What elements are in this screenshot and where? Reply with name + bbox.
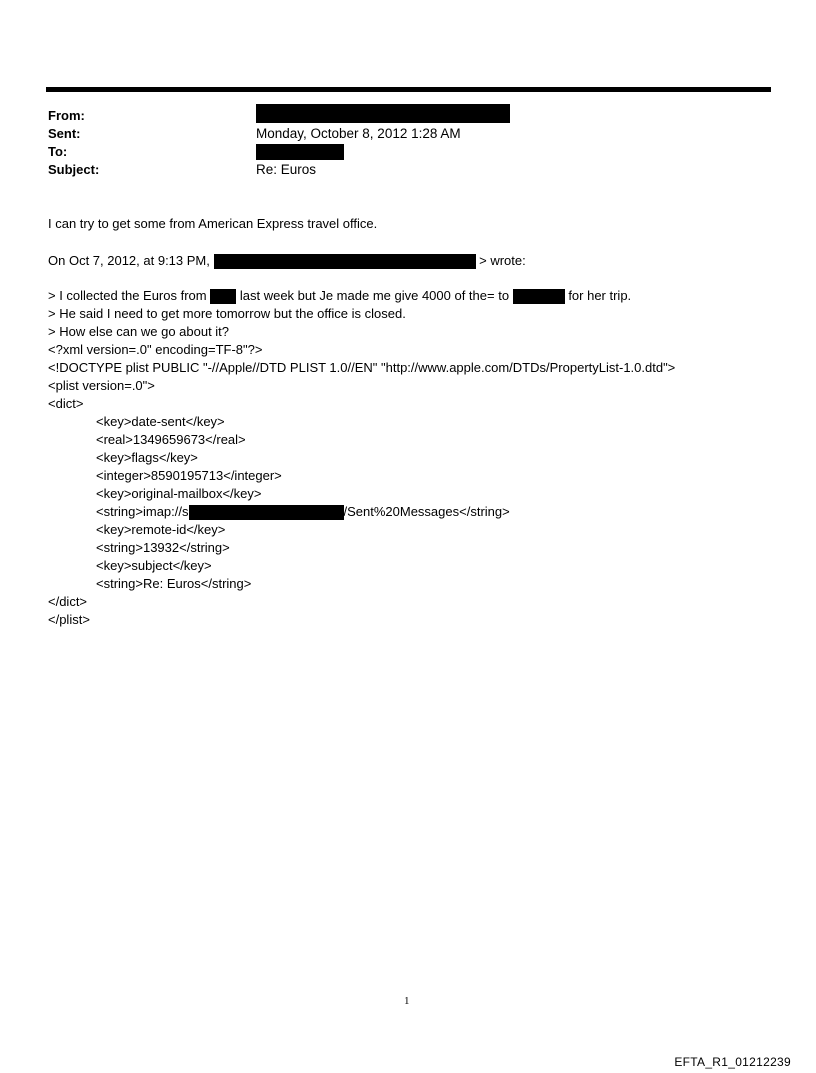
- quote-text: > I collected the Euros from: [48, 288, 207, 303]
- xml-line: </dict>: [48, 594, 88, 609]
- attribution-line: [48, 252, 526, 270]
- redaction-box: [256, 144, 344, 160]
- sent-value: Monday, October 8, 2012 1:28 AM: [256, 126, 461, 141]
- quote-text: last week but Je made me give 4000 of the= to: [239, 288, 510, 303]
- xml-line: </plist>: [48, 612, 90, 627]
- xml-line: <key>flags</key>: [96, 450, 198, 465]
- xml-line: <plist version=.0">: [48, 378, 155, 393]
- xml-line: <dict>: [48, 396, 84, 411]
- redaction-box: [256, 104, 510, 123]
- bates-number: EFTA_R1_01212239: [674, 1055, 791, 1069]
- xml-line: <key>date-sent</key>: [96, 414, 225, 429]
- quote-line-2: > He said I need to get more tomorrow but the office is closed.: [48, 306, 406, 321]
- subject-label: Subject:: [48, 162, 100, 177]
- subject-value: Re: Euros: [256, 162, 317, 177]
- xml-line: <string>Re: Euros</string>: [96, 576, 252, 591]
- attribution-suffix: > wrote:: [479, 253, 526, 268]
- xml-line: <string>13932</string>: [96, 540, 230, 555]
- redaction-box: [214, 254, 476, 269]
- xml-line: <?xml version=.0" encoding=TF-8"?>: [48, 342, 263, 357]
- xml-line: <key>remote-id</key>: [96, 522, 226, 537]
- xml-text: /Sent%20Messages</string>: [343, 504, 510, 519]
- xml-line: <!DOCTYPE plist PUBLIC "-//Apple//DTD PLIST 1.0//EN" "http://www.apple.com/DTDs/PropertyList-1.0.dtd">: [48, 360, 676, 375]
- quote-text: for her trip.: [568, 288, 632, 303]
- quote-line-3: > How else can we go about it?: [48, 324, 230, 339]
- redaction-box: [189, 505, 344, 520]
- attribution-prefix: On Oct 7, 2012, at 9:13 PM,: [48, 253, 210, 268]
- xml-text: <string>imap://s: [96, 504, 189, 519]
- top-rule: [46, 87, 771, 92]
- xml-line: [96, 503, 510, 521]
- to-value: [256, 143, 344, 161]
- xml-line: <real>1349659673</real>: [96, 432, 246, 447]
- sent-label: Sent:: [48, 126, 81, 141]
- from-label: From:: [48, 108, 85, 123]
- quote-line-1: [48, 287, 631, 305]
- reply-text: I can try to get some from American Express travel office.: [48, 216, 378, 231]
- redaction-box: [513, 289, 565, 304]
- xml-line: <key>original-mailbox</key>: [96, 486, 262, 501]
- page-number: 1: [404, 995, 410, 1007]
- xml-line: <integer>8590195713</integer>: [96, 468, 282, 483]
- xml-line: <key>subject</key>: [96, 558, 212, 573]
- to-label: To:: [48, 144, 68, 159]
- from-value: [256, 104, 510, 123]
- redaction-box: [210, 289, 236, 304]
